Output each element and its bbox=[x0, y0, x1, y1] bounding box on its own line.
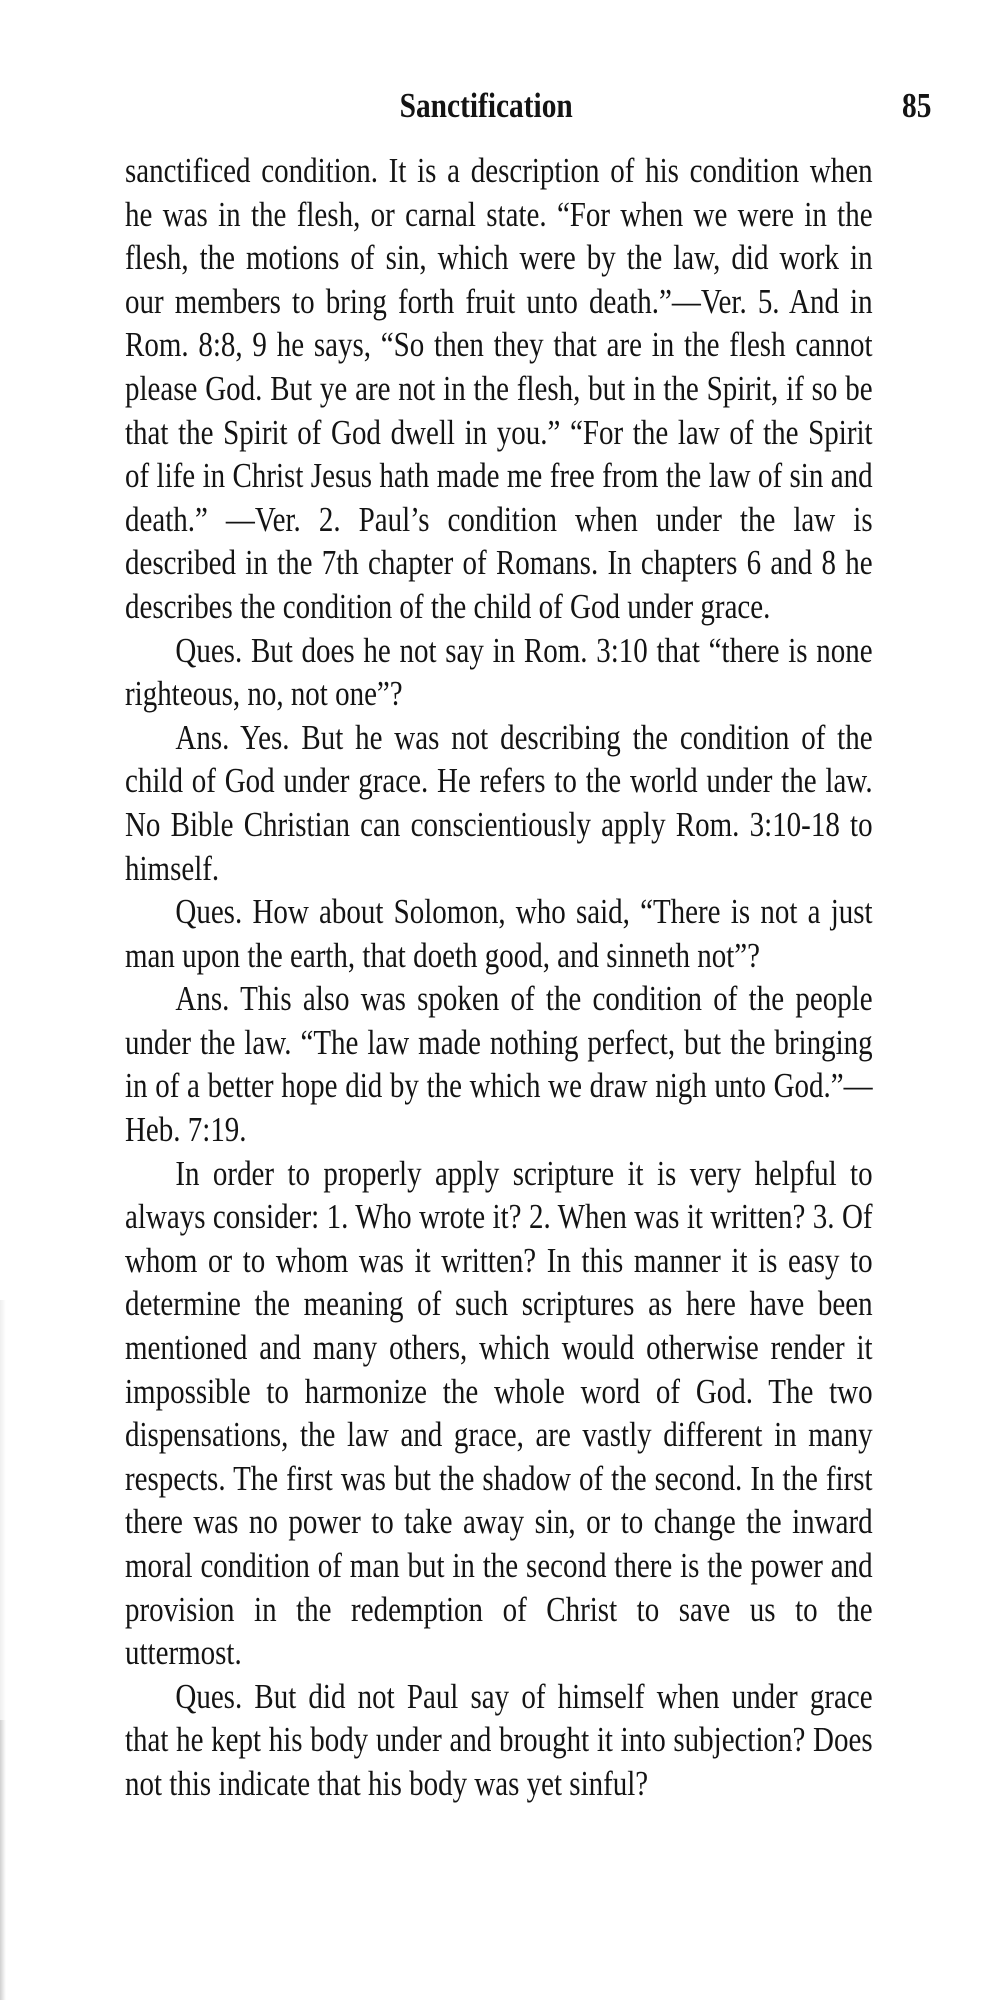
paragraph-continuation: sanctificed condition. It is a description of his condition when he was in the flesh, or carnal state. “For when we were in the flesh, the motions of sin, which were by the law, did work in our members to bring forth fruit unto death.”—Ver. 5. And in Rom. 8:8, 9 he says, “So then they that are in the flesh cannot please God. But ye are not in the flesh, but in the Spirit, if so be that the Spirit of God dwell in you.” “For the law of the Spirit of life in Christ Jesus hath made me free from the law of sin and death.” —Ver. 2. Paul’s condition when under the law is described in the 7th chapter of Romans. In chapters 6 and 8 he describes the condition of the child of God under grace. bbox=[125, 152, 873, 626]
scan-edge-shadow bbox=[0, 1720, 6, 2000]
chapter-title: Sanctification bbox=[399, 86, 573, 125]
paragraph-answer: Ans. Yes. But he was not describing the condition of the child of God under grace. He refers to the world under the law. No Bible Christian can conscientiously apply Rom. 3:10-18 to himself. bbox=[125, 718, 873, 888]
paragraph-answer: Ans. This also was spoken of the condition of the people under the law. “The law made nothing perfect, but the bringing in of a better hope did by the which we draw nigh unto God.”—Heb. 7:19. bbox=[125, 980, 873, 1150]
scan-edge-shadow bbox=[0, 1300, 6, 1720]
paragraph-question: Ques. But does he not say in Rom. 3:10 that “there is none righteous, no, not one”? bbox=[125, 631, 873, 714]
page-number: 85 bbox=[902, 86, 932, 125]
running-head bbox=[125, 86, 932, 134]
paragraph-question: Ques. But did not Paul say of himself when under grace that he kept his body under and brought it into subjection? Does not this indicate that his body was yet sinful? bbox=[125, 1677, 873, 1803]
body-text bbox=[125, 150, 873, 1807]
paragraph-body: In order to properly apply scripture it is very helpful to always consider: 1. Who wrote it? 2. When was it written? 3. Of whom or to whom was it written? In this manner it is easy to determine the meaning of such scriptures as here have been mentioned and many others, which would otherwise render it impossible to harmonize the whole word of God. The two dispensations, the law and grace, are vastly different in many respects. The first was but the shadow of the second. In the first there was no power to take away sin, or to change the inward moral condition of man but in the second there is the power and provision in the redemption of Christ to save us to the uttermost. bbox=[125, 1154, 873, 1673]
paragraph-question: Ques. How about Solomon, who said, “There is not a just man upon the earth, that doeth good, and sinneth not”? bbox=[125, 893, 873, 975]
